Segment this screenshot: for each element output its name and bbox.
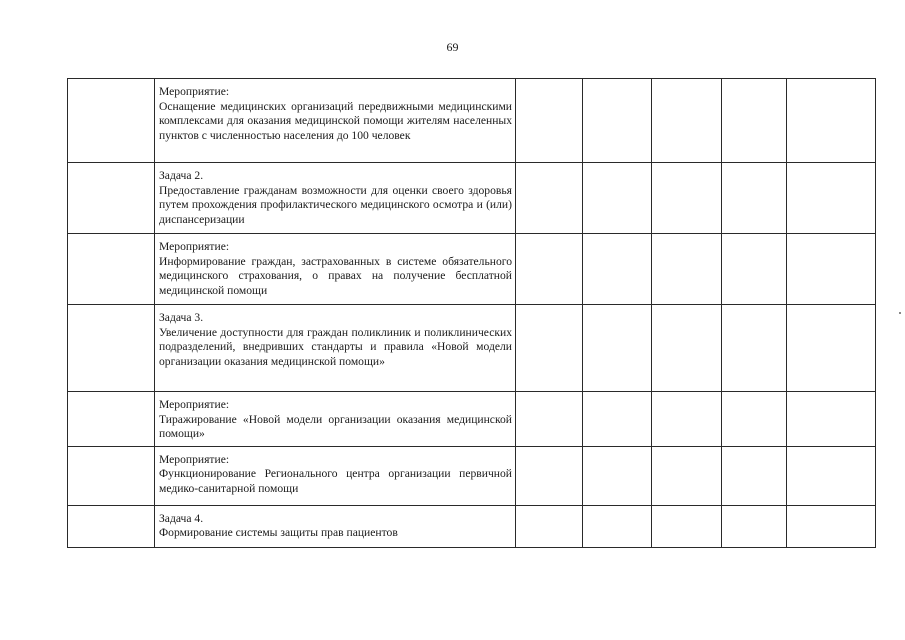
empty-cell <box>652 305 722 392</box>
empty-cell <box>787 305 876 392</box>
empty-cell <box>722 305 787 392</box>
empty-cell <box>722 446 787 505</box>
empty-cell <box>583 234 652 305</box>
empty-cell <box>516 505 583 547</box>
empty-cell <box>787 163 876 234</box>
scan-speck <box>899 312 901 314</box>
number-cell <box>68 446 155 505</box>
measure-cell <box>155 79 516 163</box>
row-text: Увеличение доступности для граждан поликлиник и поликлинических подразделений, внедривших стандарты и правила «Новой модели организации оказания медицинской помощи» <box>159 325 512 368</box>
table-row <box>68 79 876 163</box>
table-row <box>68 234 876 305</box>
row-text: Оснащение медицинских организаций передвижными медицинскими комплексами для оказания медицинской помощи жителям населенных пунктов с численностью населения до 100 человек <box>159 99 512 142</box>
empty-cell <box>516 79 583 163</box>
empty-cell <box>583 163 652 234</box>
row-text: Предоставление гражданам возможности для оценки своего здоровья путем прохождения профилактического медицинского осмотра и (или) диспансеризации <box>159 183 512 226</box>
task-cell <box>155 505 516 547</box>
number-cell <box>68 234 155 305</box>
row-kind: Задача 2. <box>159 169 204 182</box>
row-kind: Мероприятие: <box>159 85 230 98</box>
empty-cell <box>722 234 787 305</box>
empty-cell <box>722 505 787 547</box>
empty-cell <box>516 163 583 234</box>
empty-cell <box>516 305 583 392</box>
empty-cell <box>787 234 876 305</box>
empty-cell <box>722 163 787 234</box>
row-text: Функционирование Регионального центра организации первичной медико-санитарной помощи <box>159 467 512 495</box>
table-row <box>68 446 876 505</box>
row-text: Формирование системы защиты прав пациентов <box>159 526 398 540</box>
empty-cell <box>787 505 876 547</box>
table-row <box>68 505 876 547</box>
empty-cell <box>722 392 787 447</box>
empty-cell <box>583 305 652 392</box>
number-cell <box>68 505 155 547</box>
empty-cell <box>516 446 583 505</box>
empty-cell <box>516 392 583 447</box>
row-kind: Мероприятие: <box>159 240 230 253</box>
empty-cell <box>583 505 652 547</box>
empty-cell <box>583 79 652 163</box>
empty-cell <box>652 79 722 163</box>
measure-cell <box>155 392 516 447</box>
row-text: Тиражирование «Новой модели организации оказания медицинской помощи» <box>159 412 512 441</box>
row-kind: Мероприятие: <box>159 398 230 411</box>
number-cell <box>68 305 155 392</box>
empty-cell <box>787 392 876 447</box>
empty-cell <box>652 392 722 447</box>
task-cell <box>155 163 516 234</box>
measures-table <box>67 78 876 548</box>
table-row <box>68 305 876 392</box>
page-number: 69 <box>446 40 459 54</box>
measure-cell <box>155 234 516 305</box>
number-cell <box>68 392 155 447</box>
row-kind: Задача 4. <box>159 511 204 525</box>
empty-cell <box>652 163 722 234</box>
empty-cell <box>652 505 722 547</box>
empty-cell <box>652 234 722 305</box>
number-cell <box>68 79 155 163</box>
empty-cell <box>516 234 583 305</box>
empty-cell <box>787 79 876 163</box>
measure-cell <box>155 446 516 505</box>
row-kind: Задача 3. <box>159 311 204 324</box>
table-row <box>68 163 876 234</box>
empty-cell <box>787 446 876 505</box>
task-cell <box>155 305 516 392</box>
table-row <box>68 392 876 447</box>
empty-cell <box>652 446 722 505</box>
empty-cell <box>583 446 652 505</box>
row-text: Информирование граждан, застрахованных в системе обязательного медицинского страхования, о правах на получение бесплатной медицинской помощи <box>159 254 512 297</box>
number-cell <box>68 163 155 234</box>
empty-cell <box>722 79 787 163</box>
row-kind: Мероприятие: <box>159 452 230 466</box>
empty-cell <box>583 392 652 447</box>
